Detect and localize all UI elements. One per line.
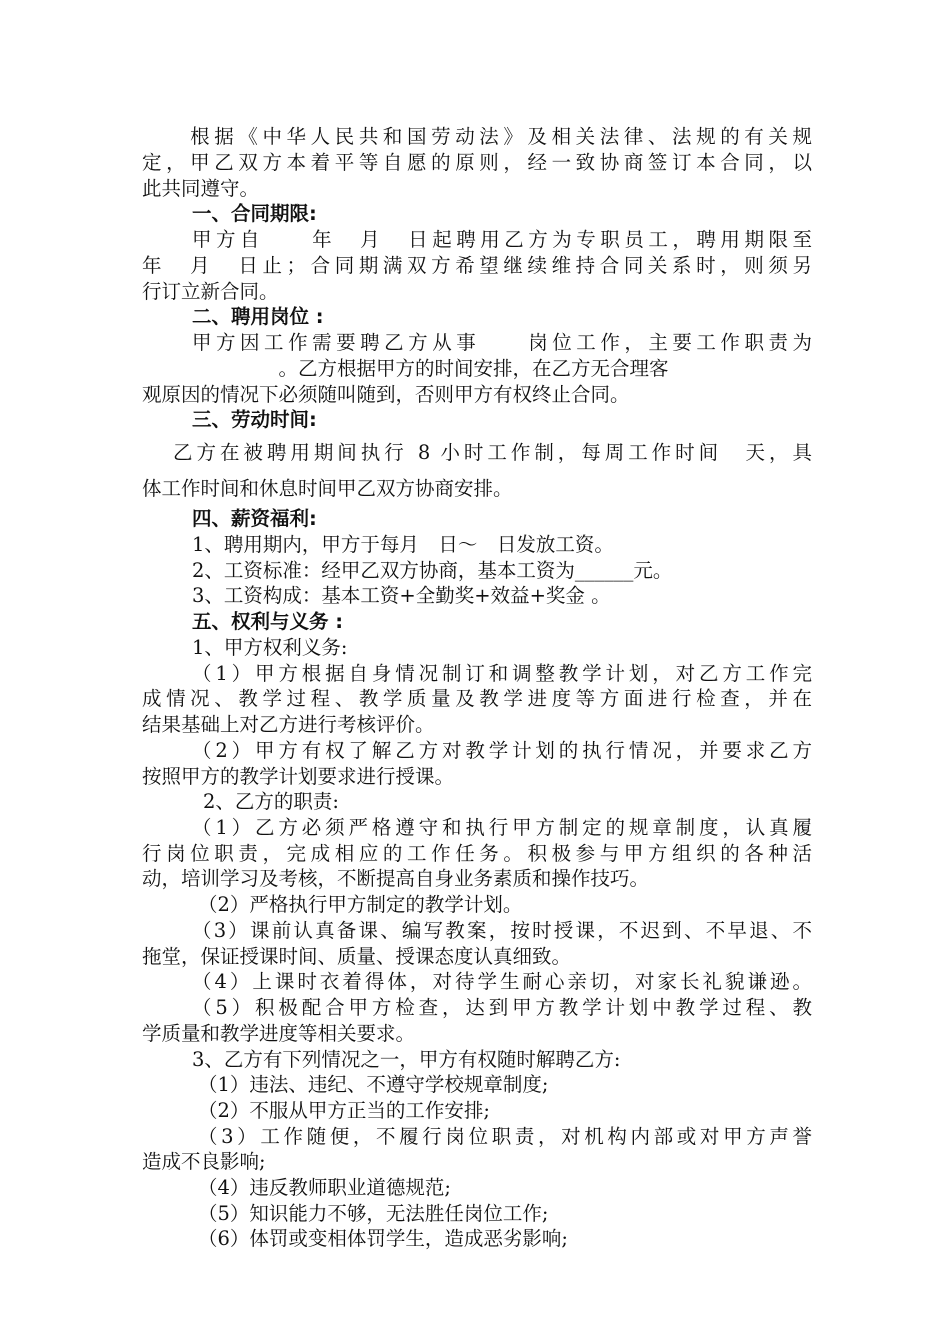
paragraph-line: 拖堂，保证授课时间、质量、授课态度认真细致。	[142, 945, 572, 968]
paragraph-line: （3）课前认真备课、编写教案，按时授课，不迟到、不早退、不	[192, 919, 812, 942]
section-heading-working-hours: 三、劳动时间:	[192, 408, 317, 431]
subsection-heading: 2、乙方的职责:	[203, 790, 339, 813]
paragraph-line: 乙方在被聘用期间执行 8 小时工作制，每周工作时间 天，具	[173, 441, 812, 464]
list-item: 1、聘用期内，甲方于每月 日～ 日发放工资。	[192, 533, 614, 556]
intro-line-1: 根据《中华人民共和国劳动法》及相关法律、法规的有关规	[142, 125, 812, 148]
list-item: 造成不良影响;	[142, 1150, 266, 1173]
list-item: （4）违反教师职业道德规范;	[198, 1176, 451, 1199]
section-heading-rights-obligations: 五、权利与义务 :	[192, 610, 344, 633]
section-heading-contract-term: 一、合同期限:	[192, 202, 317, 225]
list-item: 2、工资标准：经甲乙双方协商，基本工资为______元。	[192, 559, 673, 582]
paragraph-line: （5）积极配合甲方检查，达到甲方教学计划中教学过程、教	[192, 996, 812, 1019]
paragraph-line: 学质量和教学进度等相关要求。	[142, 1022, 416, 1045]
intro-line-2: 定，甲乙双方本着平等自愿的原则，经一致协商签订本合同，以	[142, 151, 812, 174]
paragraph-line: 观原因的情况下必须随叫随到，否则甲方有权终止合同。	[142, 383, 630, 406]
subsection-heading: 1、甲方权利义务:	[192, 636, 348, 659]
paragraph-line: （4）上课时衣着得体，对待学生耐心亲切，对家长礼貌谦逊。	[192, 970, 812, 993]
list-item: 3、工资构成：基本工资+全勤奖+效益+奖金 。	[192, 584, 611, 607]
paragraph-line: 按照甲方的教学计划要求进行授课。	[142, 765, 455, 788]
paragraph-line: 成情况、教学过程、教学质量及教学进度等方面进行检查，并在	[142, 687, 812, 710]
paragraph-line: 行岗位职责，完成相应的工作任务。积极参与甲方组织的各种活	[142, 842, 812, 865]
list-item: （6）体罚或变相体罚学生，造成恶劣影响;	[198, 1227, 568, 1250]
list-item: （3）工作随便，不履行岗位职责，对机构内部或对甲方声誉	[198, 1125, 812, 1148]
paragraph-line: （2）甲方有权了解乙方对教学计划的执行情况，并要求乙方	[192, 739, 812, 762]
section-heading-salary: 四、薪资福利:	[192, 507, 317, 530]
intro-line-3: 此共同遵守。	[142, 177, 260, 200]
paragraph-line: 动，培训学习及考核，不断提高自身业务素质和操作技巧。	[142, 867, 650, 890]
paragraph-line: 年 月 日止；合同期满双方希望继续维持合同关系时，则须另	[142, 254, 812, 277]
list-item: （1）违法、违纪、不遵守学校规章制度;	[198, 1073, 549, 1096]
paragraph-line: 结果基础上对乙方进行考核评价。	[142, 713, 435, 736]
paragraph-line: （1）乙方必须严格遵守和执行甲方制定的规章制度，认真履	[192, 816, 812, 839]
paragraph-line: 甲方自 年 月 日起聘用乙方为专职员工，聘用期限至	[192, 228, 812, 251]
list-item: （2）不服从甲方正当的工作安排;	[198, 1099, 490, 1122]
paragraph-line: 行订立新合同。	[142, 280, 279, 303]
subsection-heading: 3、乙方有下列情况之一，甲方有权随时解聘乙方:	[192, 1048, 621, 1071]
paragraph-line: 甲方因工作需要聘乙方从事 岗位工作，主要工作职责为	[192, 331, 812, 354]
paragraph-line: 。乙方根据甲方的时间安排，在乙方无合理客	[142, 357, 669, 380]
paragraph-line: （2）严格执行甲方制定的教学计划。	[198, 893, 523, 916]
paragraph-line: （1）甲方根据自身情况制订和调整教学计划，对乙方工作完	[192, 662, 812, 685]
list-item: （5）知识能力不够，无法胜任岗位工作;	[198, 1202, 549, 1225]
paragraph-line: 体工作时间和休息时间甲乙双方协商安排。	[142, 477, 513, 500]
section-heading-position: 二、聘用岗位 :	[192, 305, 324, 328]
